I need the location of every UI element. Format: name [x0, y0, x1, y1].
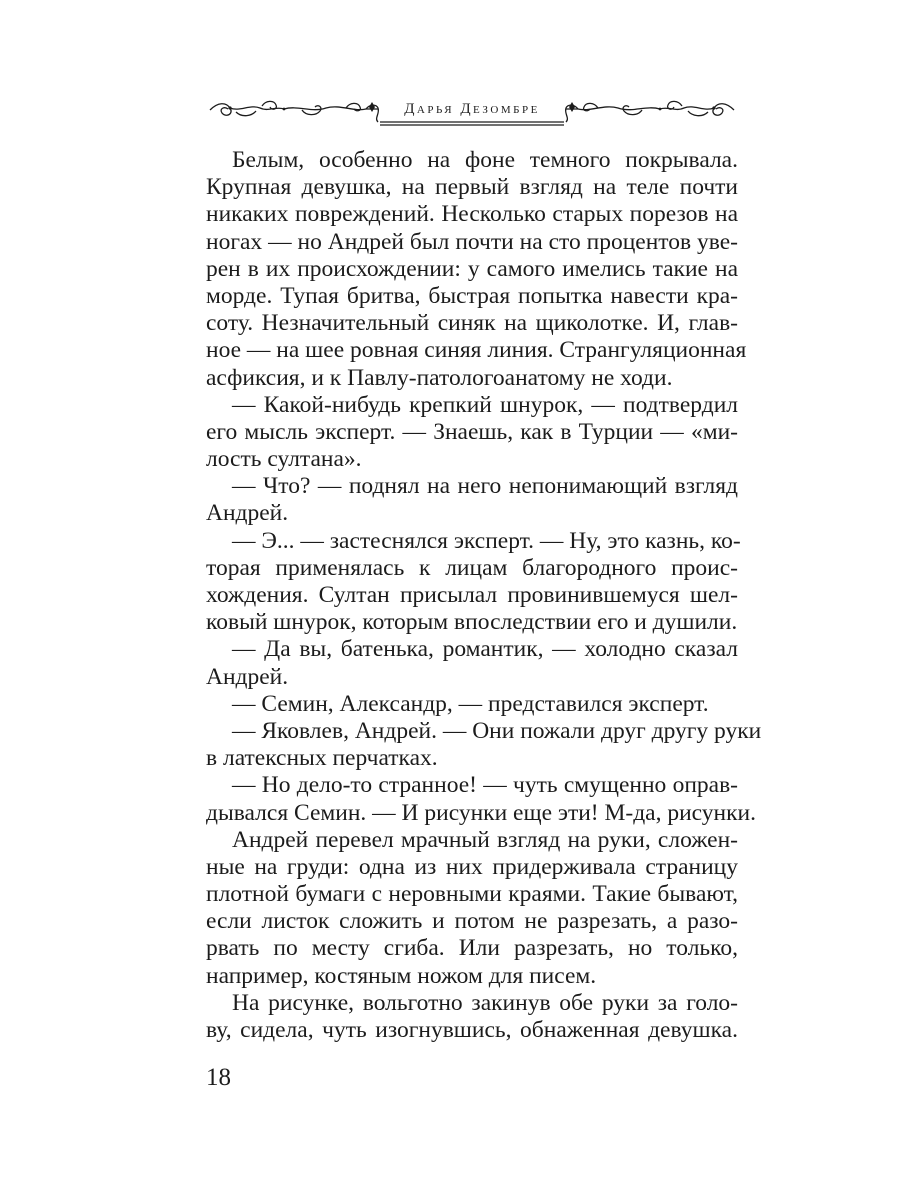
text-line: рвать по месту сгиба. Или разрезать, но только,: [206, 935, 738, 962]
text-line: соту. Незначительный синяк на щиколотке. И, глав-: [206, 310, 738, 337]
text-line: асфиксия, и к Павлу-патологоанатому не ходи.: [206, 364, 673, 391]
text-line: — Э... — застеснялся эксперт. — Ну, это казнь, ко-: [232, 527, 741, 554]
text-line: — Да вы, батенька, романтик, — холодно сказал: [232, 636, 738, 663]
text-line: торая применялась к лицам благородного проис-: [206, 554, 738, 581]
text-line: ву, сидела, чуть изогнувшись, обнаженная девушка.: [206, 1017, 738, 1043]
text-line: никаких повреждений. Несколько старых порезов на: [206, 201, 738, 228]
text-line: — Но дело-то странное! — чуть смущенно оправ-: [232, 772, 738, 799]
text-line: Андрей.: [206, 663, 289, 690]
text-line: например, костяным ножом для писем.: [206, 962, 597, 989]
page-number: 18: [206, 1064, 231, 1091]
text-line: ногах — но Андрей был почти на сто процентов уве-: [206, 228, 738, 255]
text-line: ные на груди: одна из них придерживала страницу: [206, 853, 738, 880]
text-line: — Семин, Александр, — представился эксперт.: [232, 690, 709, 717]
text-line: дывался Семин. — И рисунки еще эти! М-да, рисунки.: [206, 799, 757, 826]
text-line: лость султана».: [206, 446, 362, 473]
text-line: ное — на шее ровная синяя линия. Странгуляционная: [206, 337, 747, 364]
text-line: Андрей.: [206, 500, 289, 527]
text-line: ковый шнурок, которым впоследствии его и душили.: [206, 609, 738, 636]
text-line: его мысль эксперт. — Знаешь, как в Турции — «ми-: [206, 418, 738, 445]
header-title: Дарья Дезомбре: [404, 101, 540, 117]
text-line: если листок сложить и потом не разрезать, а разо-: [206, 908, 738, 935]
text-line: На рисунке, вольготно закинув обе руки за голо-: [232, 989, 738, 1016]
running-header: [206, 94, 738, 130]
text-line: морде. Тупая бритва, быстрая попытка навести кра-: [206, 282, 738, 309]
text-line: в латексных перчатках.: [206, 745, 438, 772]
text-line: Белым, особенно на фоне темного покрывала.: [232, 147, 738, 173]
text-line: — Что? — поднял на него непонимающий взгляд: [232, 473, 738, 500]
text-line: рен в их происхождении: у самого имелись такие на: [206, 255, 738, 282]
body-text: [206, 147, 762, 1044]
text-line: — Какой-нибудь крепкий шнурок, — подтвердил: [232, 391, 738, 418]
text-line: Андрей перевел мрачный взгляд на руки, сложен-: [232, 826, 738, 853]
text-line: плотной бумаги с неровными краями. Такие бывают,: [206, 881, 738, 908]
text-line: Крупная девушка, на первый взгляд на теле почти: [206, 174, 738, 201]
text-line: хождения. Султан присылал провинившемуся шел-: [206, 582, 738, 608]
text-line: — Яковлев, Андрей. — Они пожали друг другу руки: [232, 717, 762, 744]
